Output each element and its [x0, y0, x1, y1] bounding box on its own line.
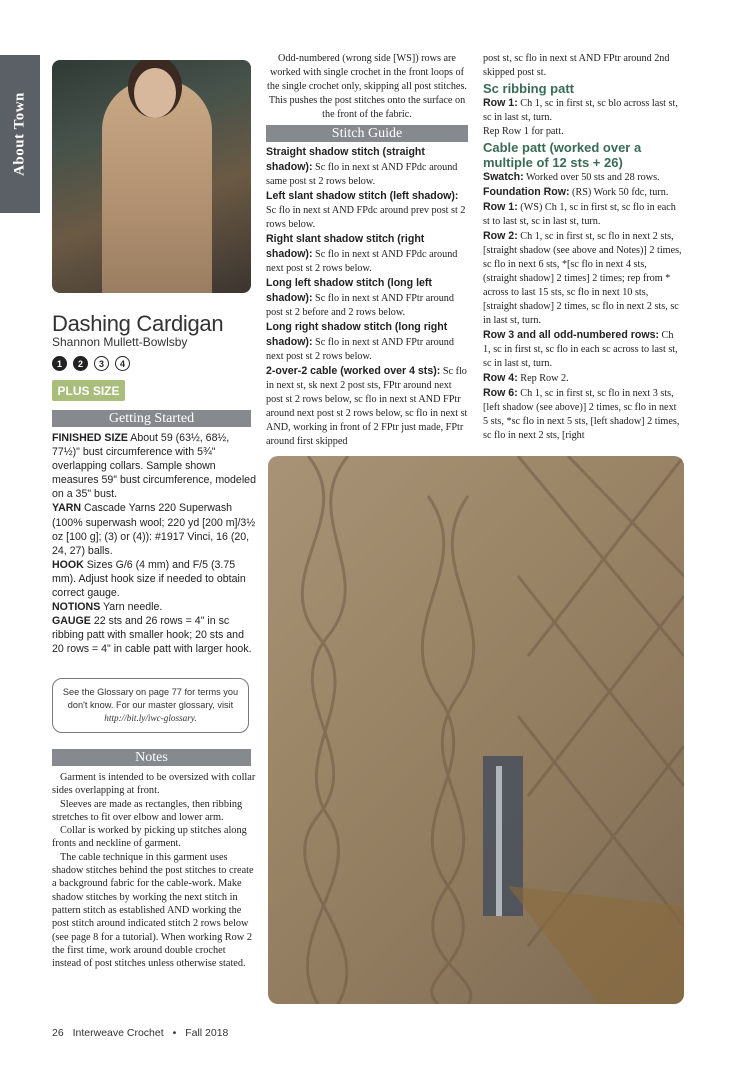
skill-level-1-icon: 1 — [52, 356, 67, 371]
stitch-desc: Sc flo in next st AND FPdc around next post st 2 rows below. — [266, 249, 458, 274]
notions-text: Yarn needle. — [103, 601, 163, 614]
stitch-term: Long right shadow stitch (long right shadow): — [266, 321, 448, 348]
section-side-tab — [0, 55, 40, 213]
notes-paragraph: The cable technique in this garment uses shadow stitches behind the post stitches to create a background fabric for the cable-work. Make shadow stitches by working the next stitch in pattern stitch as established AND working the post stitch around indicated stitch 2 rows below (see page 8 for a tutorial). When working Row 2 the first time, work around double crochet instead of post stitches unless otherwise stated. — [52, 851, 254, 970]
stitch-guide-heading: Stitch Guide — [266, 125, 468, 142]
stitch-desc: Sc flo in next st AND FPtr around post st 2 before and 2 rows below. — [266, 293, 454, 318]
stitch-entry — [266, 364, 468, 449]
hook-text: Sizes G/6 (4 mm) and F/5 (3.75 mm). Adjust hook size if needed to obtain correct gauge. — [52, 558, 246, 600]
sc-ribbing-heading: Sc ribbing patt — [483, 81, 574, 96]
gauge-label: GAUGE — [52, 615, 91, 628]
row4-text: Rep Row 2. — [520, 373, 569, 384]
skill-level-2-icon: 2 — [73, 356, 88, 371]
stitch-entry — [266, 276, 468, 320]
skill-level-4-icon: 4 — [115, 356, 130, 371]
row4-label: Row 4: — [483, 372, 518, 384]
swatch-text: Worked over 50 sts and 28 rows. — [526, 172, 660, 183]
notes-heading: Notes — [52, 749, 251, 766]
row6-text: Ch 1, sc in first st, sc flo in next 3 sts, [left shadow (see above)] 2 times, sc flo in next 5 sts, *sc flo in next 5 sts, [left shadow] 2 times, sc flo in next 2 sts, [right — [483, 388, 680, 441]
issue-name: Fall 2018 — [185, 1027, 229, 1039]
gauge-text: 22 sts and 26 rows = 4" in sc ribbing patt with smaller hook; 20 sts and 20 rows = 4" in cable patt with larger hook. — [52, 615, 252, 656]
plus-size-badge: PLUS SIZE — [52, 380, 125, 401]
sc-row1-label: Row 1: — [483, 97, 518, 109]
sc-row1-text: Ch 1, sc in first st, sc blo across last st, sc in last st, turn. — [483, 98, 678, 123]
skill-level-3-icon: 3 — [94, 356, 109, 371]
cable-detail-photo — [268, 456, 684, 1004]
continued-text: post st, sc flo in next st AND FPtr around 2nd skipped post st. — [483, 53, 670, 78]
row2-text: Ch 1, sc in first st, sc flo in next 2 sts, [straight shadow (see above and Notes)] 2 times, sc flo in next 6 sts, *[sc flo in next 4 sts, (straight shadow] 2 times] 2 times; rep from * across to last 15 sts, sc flo in next 10 sts, [straight shadow] 2 times, sc flo in next 2 sts, sc in last st, turn. — [483, 231, 682, 326]
middle-column — [266, 52, 468, 449]
foundation-label: Foundation Row: — [483, 186, 570, 198]
stitch-entry — [266, 232, 468, 276]
notes-paragraph: Collar is worked by picking up stitches along fronts and neckline of garment. — [52, 825, 247, 850]
model-head — [134, 68, 176, 118]
page-number: 26 — [52, 1027, 64, 1039]
stitch-desc: Sc flo in next st AND FPtr around next post st 2 rows below. — [266, 337, 454, 362]
stitch-term: Long left shadow stitch (long left shadow): — [266, 277, 432, 304]
stitch-entry — [266, 320, 468, 364]
stitch-entry — [266, 145, 468, 189]
yarn-text: Cascade Yarns 220 Superwash (100% superwash wool; 220 yd [200 m]/3½ oz [100 g]; (3) or (4)): #1917 Vinci, 16 (20, 24, 27) balls. — [52, 502, 256, 557]
stitch-desc: Sc flo in next st AND FPdc around prev post st 2 rows below. — [266, 205, 466, 230]
pattern-author: Shannon Mullett-Bowlsby — [52, 335, 188, 349]
yarn-label: YARN — [52, 502, 82, 515]
stitch-term: 2-over-2 cable (worked over 4 sts): — [266, 365, 441, 377]
notes-body — [52, 771, 257, 970]
hook-label: HOOK — [52, 558, 84, 571]
page-footer — [52, 1027, 234, 1039]
ws-rows-intro: Odd-numbered (wrong side [WS]) rows are worked with single crochet in the front loops of the single crochet only, skipping all post stitches. This pushes the post stitches onto the surface on the front of the fabric. — [267, 53, 467, 120]
stitch-entry — [266, 189, 468, 232]
magazine-name: Interweave Crochet — [72, 1027, 164, 1039]
foundation-text: (RS) Work 50 fdc, turn. — [572, 187, 669, 198]
notes-paragraph: Garment is intended to be oversized with collar sides overlapping at front. — [52, 772, 256, 797]
finished-size-label: FINISHED SIZE — [52, 432, 128, 444]
row3-text: Ch 1, sc in first st, sc flo in each sc across to last st, sc in last st, turn. — [483, 330, 678, 369]
cable-texture — [268, 456, 684, 1004]
right-column — [483, 52, 683, 443]
glossary-callout — [52, 678, 249, 733]
getting-started-body — [52, 431, 257, 657]
stitch-term: Left slant shadow stitch (left shadow): — [266, 190, 459, 202]
finished-size-text: About 59 (63½, 68½, 77½)" bust circumference with 5¾" overlapping collars. Sample shown measures 59" bust circumference, modeled on a 35" bust. — [52, 432, 256, 501]
row1-label: Row 1: — [483, 201, 518, 213]
sc-repeat-text: Rep Row 1 for patt. — [483, 126, 564, 137]
glossary-text: See the Glossary on page 77 for terms you don't know. For our master glossary, visit — [62, 687, 239, 710]
stitch-term: Right slant shadow stitch (right shadow): — [266, 233, 425, 260]
row1-text: (WS) Ch 1, sc in first st, sc flo in each st to last st, sc in last st, turn. — [483, 202, 676, 227]
footer-separator: • — [172, 1027, 177, 1039]
model-photo — [52, 60, 251, 293]
stitch-desc: Sc flo in next st, sk next 2 post sts, FPtr around next post st 2 rows below, sc flo in next st AND FPtr around next post st 2 rows below, sc flo in next st AND, working in front of 2 FPtr just made, FPtr around first skipped — [266, 366, 468, 447]
glossary-link[interactable]: http://bit.ly/iwc-glossary. — [104, 713, 197, 723]
getting-started-heading: Getting Started — [52, 410, 251, 427]
swatch-label: Swatch: — [483, 171, 524, 183]
skill-levels — [52, 356, 130, 371]
row6-label: Row 6: — [483, 387, 518, 399]
row3-label: Row 3 and all odd-numbered rows: — [483, 329, 659, 341]
notes-paragraph: Sleeves are made as rectangles, then ribbing stretches to fit over elbow and lower arm. — [52, 798, 243, 823]
pattern-title: Dashing Cardigan — [52, 311, 224, 336]
stitch-term: Straight shadow stitch (straight shadow): — [266, 146, 425, 173]
notions-label: NOTIONS — [52, 601, 101, 614]
section-side-tab-label: About Town — [11, 92, 28, 176]
stitch-desc: Sc flo in next st AND FPdc around same post st 2 rows below. — [266, 162, 458, 187]
cable-patt-heading: Cable patt (worked over a multiple of 12 sts + 26) — [483, 140, 642, 170]
row2-label: Row 2: — [483, 230, 518, 242]
